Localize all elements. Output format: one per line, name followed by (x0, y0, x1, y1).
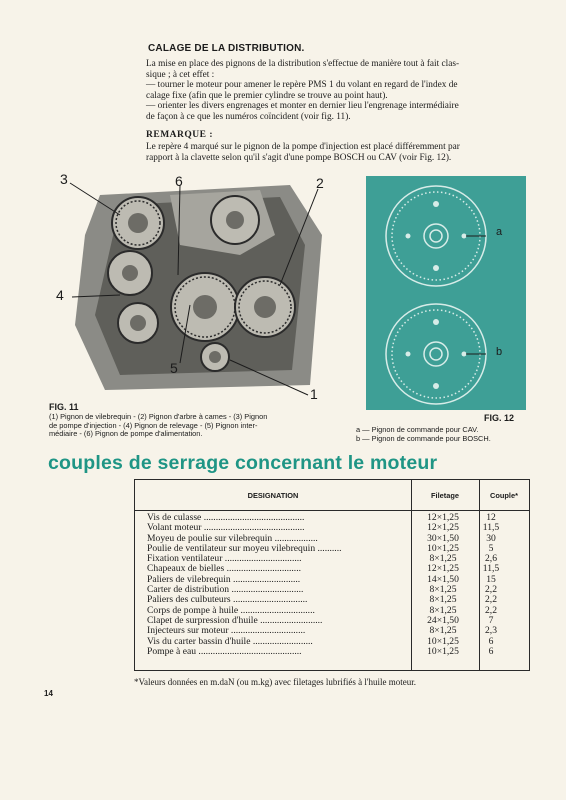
designation-cell: Injecteurs sur moteur ............................... (147, 626, 306, 637)
remark-line: Le repère 4 marqué sur le pignon de la pompe d'injection est placé différemment par (146, 142, 460, 152)
intro-paragraph (146, 59, 536, 123)
table-row (135, 534, 529, 544)
paragraph-line: de façon à ce que les numéros coïncident (voir fig. 11). (146, 111, 351, 122)
designation-cell: Corps de pompe à huile ............................... (147, 605, 315, 616)
table-row (135, 637, 529, 647)
couple-cell: 6 (488, 645, 494, 657)
fig11-marker-3: 3 (60, 171, 68, 187)
filetage-cell: 12×1,25 (427, 512, 459, 523)
paragraph-line: La mise en place des pignons de la distribution s'effectue de manière tout à fait clas- (146, 59, 460, 69)
filetage-cell: 12×1,25 (427, 522, 459, 534)
pump-gears-drawing (366, 176, 526, 410)
table-footnote: *Valeurs données en m.daN (ou m.kg) avec filetages lubrifiés à l'huile moteur. (134, 677, 417, 687)
header-couple: Couple* (490, 490, 518, 500)
designation-cell: Vis du carter bassin d'huile ......................... (147, 636, 313, 647)
couple-cell: 6 (488, 635, 494, 647)
table-row (135, 647, 529, 657)
caption-line: (1) Pignon de vilebrequin - (2) Pignon d'arbre à cames - (3) Pignon (49, 412, 268, 421)
caption-line: de pompe d'injection - (4) Pignon de relevage - (5) Pignon inter- (49, 420, 258, 430)
table-row (135, 554, 529, 564)
filetage-cell: 12×1,25 (427, 563, 459, 575)
filetage-cell: 14×1,50 (427, 573, 459, 585)
header-filetage: Filetage (431, 490, 459, 500)
figure-11-illustration (56, 171, 345, 402)
paragraph-line: — tourner le moteur pour amener le repère PMS 1 du volant en regard de l'index de (146, 80, 458, 91)
fig12-label-a: a (496, 226, 503, 238)
table-body (135, 513, 529, 657)
designation-cell: Fixation ventilateur ................................ (147, 554, 302, 565)
filetage-cell: 8×1,25 (429, 594, 457, 606)
filetage-cell: 10×1,25 (427, 645, 459, 657)
fig11-label: FIG. 11 (49, 402, 79, 412)
couple-cell: 7 (488, 614, 494, 626)
designation-cell: Chapeaux de bielles ............................... (147, 564, 302, 575)
filetage-cell: 30×1,50 (427, 532, 459, 544)
figure-12-illustration (366, 176, 526, 410)
designation-cell: Pompe à eau ........................................... (147, 646, 302, 657)
table-row (135, 606, 529, 616)
filetage-cell: 10×1,25 (427, 542, 459, 554)
fig12-caption (356, 426, 546, 443)
couple-cell: 11,5 (482, 522, 500, 534)
table-row (135, 575, 529, 585)
paragraph-line: calage fixe (afin que le premier cylindre se trouve au point haut). (146, 90, 388, 101)
torque-table (134, 479, 530, 671)
designation-cell: Clapet de surpression d'huile .......................... (147, 615, 323, 626)
timing-gears-drawing (60, 175, 345, 400)
fig11-marker-5: 5 (170, 360, 178, 376)
couple-cell: 11,5 (482, 563, 500, 575)
designation-cell: Paliers des culbuteurs ............................... (147, 595, 308, 606)
fig11-marker-6: 6 (175, 173, 183, 189)
designation-cell: Vis de culasse .......................................... (147, 513, 305, 523)
page-number: 14 (44, 689, 53, 698)
filetage-cell: 8×1,25 (429, 553, 457, 565)
caption-line: a — Pignon de commande pour CAV. (356, 425, 479, 434)
couple-cell: 30 (486, 532, 496, 544)
table-row (135, 585, 529, 595)
caption-line: médiaire - (6) Pignon de pompe d'alimentation. (49, 429, 203, 439)
couple-cell: 2,3 (485, 625, 497, 637)
couple-cell: 12 (486, 512, 496, 523)
designation-cell: Moyeu de poulie sur vilebrequin .................. (147, 533, 318, 544)
fig12-label: FIG. 12 (484, 413, 515, 423)
couple-cell: 2,6 (485, 553, 497, 565)
table-row (135, 513, 529, 523)
fig12-label-b: b (496, 346, 503, 358)
designation-cell: Volant moteur .......................................... (147, 523, 305, 534)
designation-cell: Poulie de ventilateur sur moyeu vilebrequin .......... (147, 543, 342, 554)
table-row (135, 564, 529, 574)
paragraph-line: sique ; à cet effet : (146, 69, 215, 80)
remark-title: REMARQUE : (146, 130, 214, 140)
fig11-marker-4: 4 (56, 287, 64, 303)
couple-cell: 2,2 (485, 584, 497, 596)
section-title: CALAGE DE LA DISTRIBUTION. (148, 43, 305, 54)
filetage-cell: 8×1,25 (429, 604, 457, 616)
remark-paragraph (146, 142, 536, 163)
designation-cell: Paliers de vilebrequin ............................ (147, 574, 301, 585)
designation-cell: Carter de distribution .............................. (147, 585, 304, 596)
table-row (135, 595, 529, 605)
fig11-marker-1: 1 (310, 386, 318, 402)
header-designation: DESIGNATION (247, 490, 299, 500)
filetage-cell: 24×1,50 (427, 614, 459, 626)
caption-line: b — Pignon de commande pour BOSCH. (356, 433, 491, 443)
paragraph-line: — orienter les divers engrenages et monter en dernier lieu l'engrenage intermédiaire (146, 101, 459, 112)
torque-heading: couples de serrage concernant le moteur (48, 452, 438, 474)
table-row (135, 544, 529, 554)
table-row (135, 626, 529, 636)
couple-cell: 2,2 (485, 604, 497, 616)
fig11-marker-2: 2 (316, 175, 324, 191)
table-row (135, 523, 529, 533)
filetage-cell: 10×1,25 (427, 635, 459, 647)
couple-cell: 2,2 (485, 594, 497, 606)
table-row (135, 616, 529, 626)
remark-line: rapport à la clavette selon qu'il s'agit d'une pompe BOSCH ou CAV (voir Fig. 12). (146, 152, 452, 163)
filetage-cell: 8×1,25 (429, 584, 457, 596)
couple-cell: 5 (488, 542, 494, 554)
filetage-cell: 8×1,25 (429, 625, 457, 637)
fig11-caption (49, 413, 349, 439)
couple-cell: 15 (486, 573, 496, 585)
